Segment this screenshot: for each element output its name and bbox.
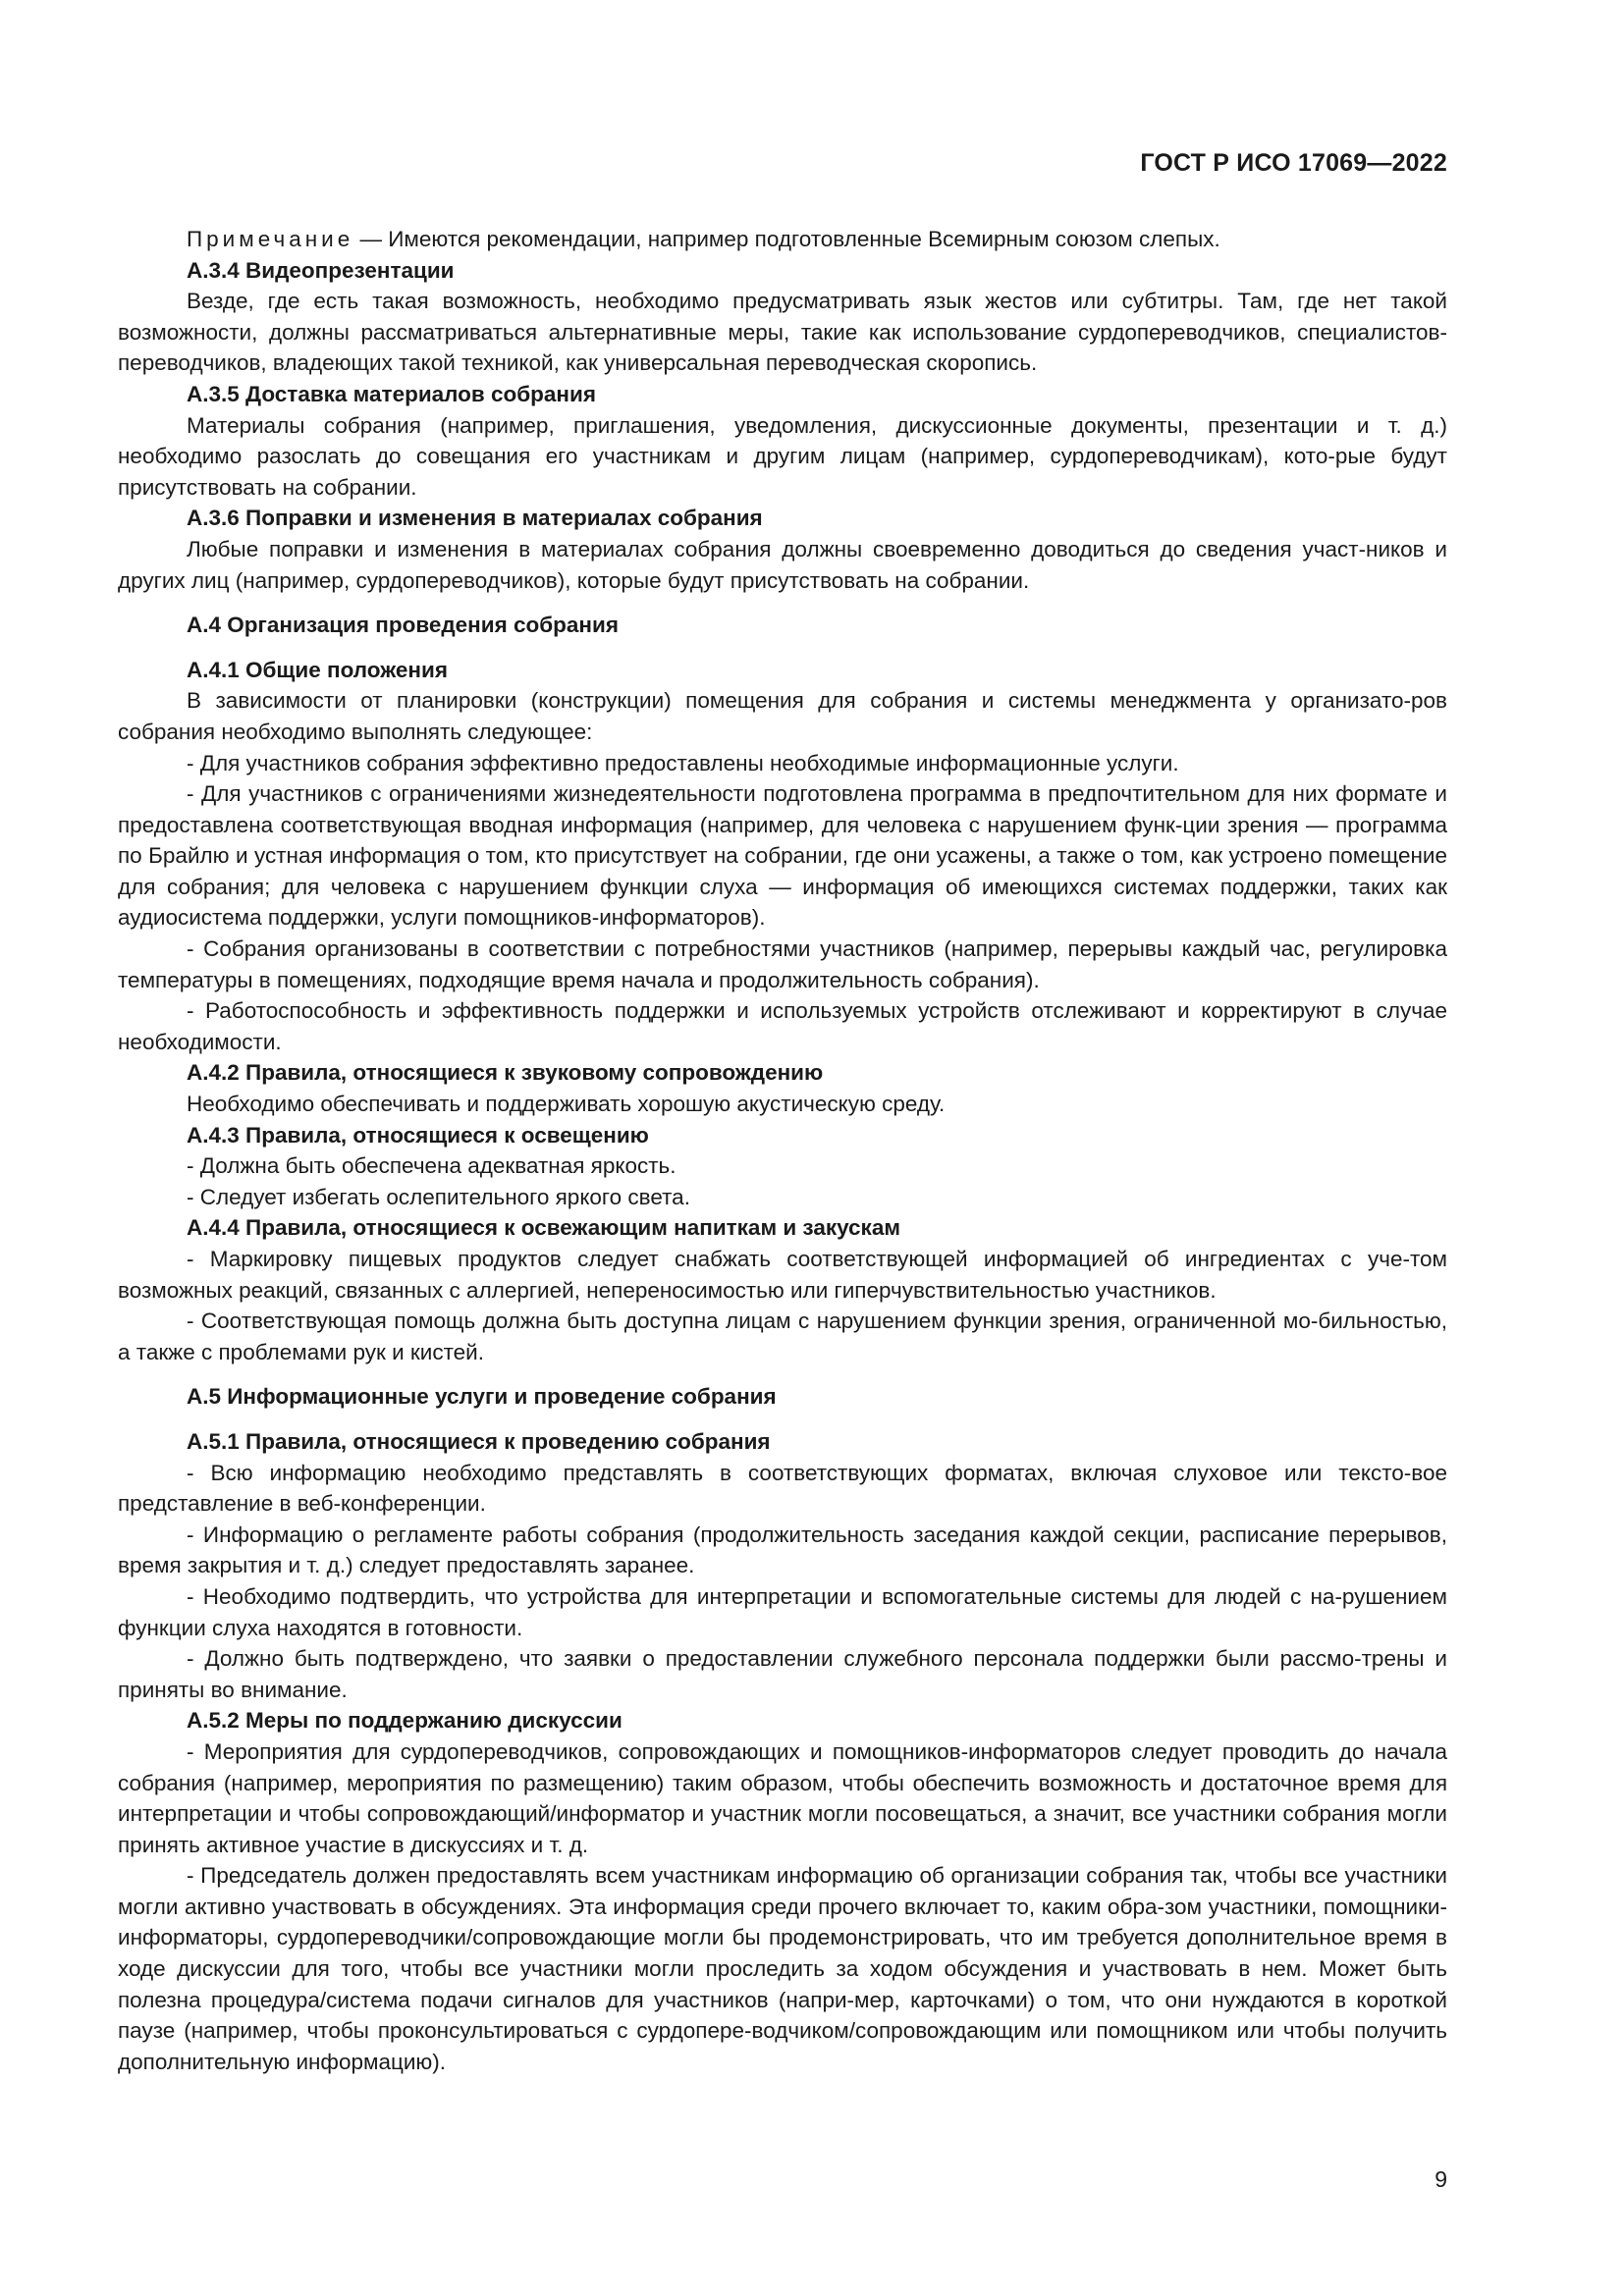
heading-a41: A.4.1 Общие положения <box>187 657 448 682</box>
heading-a43: A.4.3 Правила, относящиеся к освещению <box>187 1122 649 1148</box>
list-item: - Собрания организованы в соответствии с потребностями участников (например, перерывы каждый час, регулировка температуры в помещениях, подходящие время начала и продолжительность собрания). <box>118 936 1447 992</box>
paragraph: Необходимо обеспечивать и поддерживать хорошую акустическую среду. <box>187 1092 946 1117</box>
heading-a52: A.5.2 Меры по поддержанию дискуссии <box>187 1708 623 1734</box>
list-item: - Для участников собрания эффективно предоставлены необходимые информационные услуги. <box>187 750 1179 775</box>
page-number: 9 <box>1435 2166 1447 2192</box>
list-item: - Мероприятия для сурдопереводчиков, сопровождающих и помощников-информаторов следует проводить до начала собрания (например, мероприятия по размещению) таким образом, чтобы обеспечить возможность и достаточное время для интерпретации и чтобы сопровождающий/информатор и участник могли посовещаться, а значит, все участники собрания могли принять активное участие в дискуссиях и т. д. <box>118 1738 1447 1857</box>
list-item: - Маркировку пищевых продуктов следует снабжать соответствующей информацией об ингредиентах с уче-том возможных реакций, связанных с аллергией, непереносимостью или гиперчувствительностью участников. <box>118 1247 1447 1303</box>
note-label: Примечание <box>187 227 354 251</box>
heading-a51: A.5.1 Правила, относящиеся к проведению собрания <box>187 1428 771 1454</box>
list-item: - Для участников с ограничениями жизнедеятельности подготовлена программа в предпочтительном для них формате и предоставлена соответствующая вводная информация (например, для человека с нарушением функ-ции зрения — программа по Брайлю и устная информация о том, кто присутствует на собрании, где они усажены, а также о том, как устроено помещение для собрания; для человека с нарушением функции слуха — информация об имеющихся системах поддержки, таких как аудиосистема поддержки, услуги помощников-информаторов). <box>118 781 1447 931</box>
list-item: - Соответствующая помощь должна быть доступна лицам с нарушением функции зрения, ограниченной мо-бильностью, а также с проблемами рук и кистей. <box>118 1308 1447 1364</box>
list-item: - Необходимо подтвердить, что устройства для интерпретации и вспомогательные системы для людей с на-рушением функции слуха находятся в готовности. <box>118 1583 1447 1640</box>
list-item: - Работоспособность и эффективность поддержки и используемых устройств отслеживают и корректируют в случае необходимости. <box>118 998 1447 1054</box>
note-text: — Имеются рекомендации, например подготовленные Всемирным союзом слепых. <box>353 227 1220 251</box>
heading-a5: A.5 Информационные услуги и проведение собрания <box>187 1384 777 1410</box>
paragraph: Любые поправки и изменения в материалах собрания должны своевременно доводиться до сведения участ-ников и других лиц (например, сурдопереводчиков), которые будут присутствовать на собрании. <box>118 536 1447 593</box>
document-code: ГОСТ Р ИСО 17069—2022 <box>1140 149 1447 177</box>
heading-a4: A.4 Организация проведения собрания <box>187 613 619 638</box>
document-body <box>118 224 1447 2077</box>
list-item: - Должна быть обеспечена адекватная яркость. <box>187 1153 677 1179</box>
paragraph: Везде, где есть такая возможность, необходимо предусматривать язык жестов или субтитры. Там, где нет такой возможности, должны рассматриваться альтернативные меры, такие как использование сурдопереводчиков, специалистов-переводчиков, владеющих такой техникой, как универсальная переводческая скоропись. <box>118 289 1447 376</box>
note-paragraph <box>118 224 1447 255</box>
heading-a42: A.4.2 Правила, относящиеся к звуковому сопровождению <box>187 1060 824 1086</box>
paragraph: Материалы собрания (например, приглашения, уведомления, дискуссионные документы, презентации и т. д.) необходимо разослать до совещания его участникам и другим лицам (например, сурдопереводчикам), кото-рые будут присутствовать на собрании. <box>118 412 1447 500</box>
heading-a35: A.3.5 Доставка материалов собрания <box>187 381 596 406</box>
list-item: - Председатель должен предоставлять всем участникам информацию об организации собрания так, чтобы все участники могли активно участвовать в обсуждениях. Эта информация среди прочего включает то, каким обра-зом участники, помощники-информаторы, сурдопереводчики/сопровождающие могли бы продемонстрировать, что им требуется дополнительное время в ходе дискуссии для того, чтобы все участники могли проследить за ходом обсуждения и участвовать в нем. Может быть полезна процедура/система подачи сигналов для участников (напри-мер, карточками) о том, что они нуждаются в короткой паузе (например, чтобы проконсультироваться с сурдопере-водчиком/сопровождающим или помощником или чтобы получить дополнительную информацию). <box>118 1863 1447 2074</box>
list-item: - Должно быть подтверждено, что заявки о предоставлении служебного персонала поддержки были рассмо-трены и приняты во внимание. <box>118 1646 1447 1702</box>
list-item: - Всю информацию необходимо представлять в соответствующих форматах, включая слуховое или тексто-вое представление в веб-конференции. <box>118 1460 1447 1517</box>
list-item: - Следует избегать ослепительного яркого света. <box>187 1184 690 1209</box>
heading-a34: A.3.4 Видеопрезентации <box>187 257 455 283</box>
heading-a36: A.3.6 Поправки и изменения в материалах собрания <box>187 506 763 531</box>
paragraph: В зависимости от планировки (конструкции) помещения для собрания и системы менеджмента у организато-ров собрания необходимо выполнять следующее: <box>118 688 1447 744</box>
heading-a44: A.4.4 Правила, относящиеся к освежающим напиткам и закускам <box>187 1215 900 1241</box>
list-item: - Информацию о регламенте работы собрания (продолжительность заседания каждой секции, расписание перерывов, время закрытия и т. д.) следует предоставлять заранее. <box>118 1522 1447 1578</box>
